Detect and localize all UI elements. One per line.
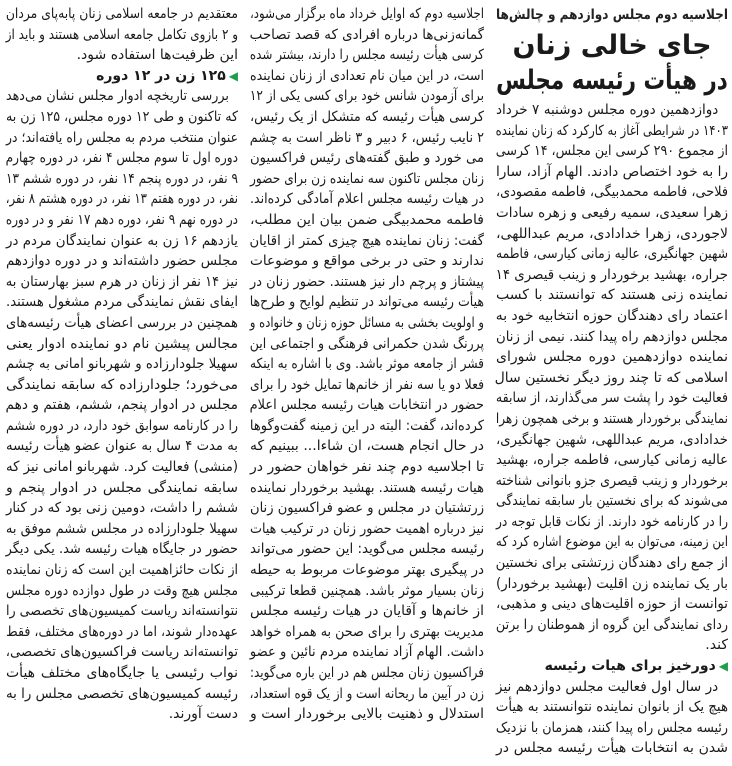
text-line: (منشی) فعالیت کرد. شهربانو امانی نیز که	[6, 459, 238, 476]
text-line: پررنگ شدن حکمرانی فرهنگی و اجتماعی این	[249, 335, 484, 352]
text-line: اجلاسیه دوم که اوایل خرداد ماه برگزار می‌شود،	[250, 6, 484, 22]
text-line: زنان بسیار موثر باشد. همچنین قطعا ترکیبی	[250, 582, 484, 599]
text-line: سهیلا جلودارزاده و شهربانو امانی به چشم	[5, 356, 239, 373]
text-line: کرده‌اند، گفت: البته در این زمینه گفت‌وگوها	[249, 417, 484, 434]
text-line: ۹ نفر، در دوره پنجم ۱۴ نفر، در دوره ششم ۱۳	[6, 170, 238, 187]
text-line: زنان مجلس تاکنون سه نماینده زن برای حضور	[250, 170, 484, 187]
text-line: کرسی هیأت رئیسه که متشکل از یک رئیس،	[250, 108, 484, 125]
text-line: و اولویت بخشی به مسائل حوزه زنان و خانواده و	[249, 314, 484, 331]
text-line: زرتشتیان در مجلس و عضو فراکسیون زنان	[250, 500, 484, 517]
text-line: نفر، در دوره هفتم ۱۳ نفر، در دوره هشتم ۸ نفر،	[5, 191, 238, 208]
green-triangle-arrow-icon: ◀	[228, 68, 238, 83]
text-line: توانست از حوزه اقلیت‌های دینی و مذهبی،	[496, 596, 728, 613]
text-line: به مدت ۴ سال به عنوان عضو هیأت رئیسه	[6, 438, 238, 455]
text-line: می‌شوند که برای نخستین بار سابقه نمایندگی	[496, 493, 728, 510]
article-column-middle	[250, 4, 484, 725]
paragraph	[6, 4, 238, 66]
text-line: همچنین در بررسی اعضای هیأت رئیسه‌های	[6, 314, 238, 331]
text-line: نیز درباره اهمیت حضور زنان در ترکیب هیات	[250, 520, 484, 537]
text-line: داشت. الهام آزاد نماینده مردم نائین و عضو	[249, 644, 484, 661]
text-line: می‌خورد؛ جلودارزاده که سابقه نمایندگی	[6, 376, 238, 393]
text-line: در دوره نهم ۹ نفر، دوره دهم ۱۷ نفر و در دوره	[5, 211, 238, 228]
text-line: را به خود اختصاص دادند. الهام آزاد، سارا	[496, 163, 728, 180]
text-line: رئیسه مجلس راه پیدا کنند، همزمان با نزدیک	[495, 719, 728, 736]
paragraph	[496, 100, 728, 656]
text-line: تا اجلاسیه دوم چند نفر خواهان حضور در	[250, 459, 484, 476]
text-line: گمانه‌زنی‌ها درباره افرادی که قصد تصاحب	[249, 26, 484, 43]
text-line: برخوردار و زینب قیصری جزو بانوانی شناخته	[495, 472, 728, 489]
article-column-right	[496, 2, 728, 759]
text-line: دوره اول تا سوم مجلس ۴ نفر، در دوره چهارم	[5, 150, 238, 167]
text-line: کند.	[705, 637, 728, 654]
text-line: در حال انجام هست، ان شاءا... ببینیم که	[250, 438, 484, 455]
text-line: این زمینه، می‌توان به این موضوع اشاره کرد که	[495, 534, 728, 551]
text-line: هیات رئیسه هستند. بهشید برخوردار نماینده	[250, 479, 484, 496]
text-line: عنوان منتخب مردم به مجلس راه یافته‌اند؛ در	[6, 129, 238, 146]
text-line: سابقه نمایندگی مجلس در ادوار پنجم و	[6, 479, 238, 496]
text-line: اعتماد رای دهندگان حوزه انتخابیه خود به	[495, 307, 728, 324]
text-line: فراکسیون زنان مجلس هم در این باره می‌گوید:	[250, 665, 484, 681]
text-line: قشر از جامعه موثر باشد. وی با اشاره به اینکه	[250, 356, 484, 373]
text-line: معتقدیم در جامعه اسلامی زنان پابه‌پای مردان	[5, 6, 238, 22]
text-line: مجلس در ادوار پنجم، ششم، هفتم و دهم	[5, 397, 239, 414]
text-line: ۱۴۰۳ در شرایطی آغاز به کارکرد که زنان نماینده	[495, 122, 728, 139]
text-line: زن در آیین ما ریحانه است و از یک قوه استعداد،	[249, 685, 484, 702]
text-line: نمایندگی برخوردار هستند و برخی همچون زهرا	[495, 410, 728, 427]
text-line: حضور در انتخابات هیات رئیسه مجلس اعلام	[249, 397, 484, 414]
text-line: گفت: زنان نماینده هیچ چیزی کمتر از اقایان	[249, 232, 484, 249]
text-line: فلاحی، فاطمه محمدبیگی، فاطمه مقصودی،	[496, 184, 728, 201]
text-line: بار یک نماینده زن اقلیت (بهشید برخوردار)	[496, 575, 728, 592]
article-headline-line-1: جای خالی زنان	[512, 30, 712, 61]
text-line: نماینده دوازدهمین دوره مجلس شورای	[496, 349, 728, 366]
article-kicker: اجلاسیه دوم مجلس دوازدهم و چالش‌ها	[496, 7, 728, 23]
text-line: نتوانسته‌اند ریاست کمیسیون‌های تخصصی را	[5, 603, 238, 620]
text-line: در پیگیری بهتر موضوعات مربوط به حیطه	[250, 562, 484, 579]
text-line: شدن به انتخابات هیأت رئیسه مجلس در	[496, 740, 728, 757]
text-line: بررسی تاریخچه ادوار مجلس نشان می‌دهد	[5, 88, 229, 105]
text-line: اسلامی که تا چند روز دیگر نخستین سال	[494, 369, 728, 386]
text-line: از جمع رای دهندگان زرتشتی برای نخستین	[495, 555, 728, 572]
text-line: از نکات حائزاهمیت این است که زنان نماینده	[6, 562, 238, 579]
text-line: در هیات رئیسه مجلس اعلام آمادگی کرده‌اند.	[250, 191, 484, 208]
green-triangle-arrow-icon: ◀	[718, 659, 728, 674]
text-line: فعالیت خود را پشت سر می‌گذارند، از سابقه	[495, 390, 728, 407]
text-line: و ۲ بازوی تکامل جامعه اسلامی هستند و باید از	[5, 26, 238, 43]
text-line: نیز ۱۴ نفر از زنان در هرم سبز بهارستان به	[5, 273, 238, 290]
paragraph	[6, 86, 238, 724]
text-line: هیچ یک از بانوان نماینده نتوانستند به هیأت	[495, 699, 728, 716]
article-header	[496, 2, 728, 98]
text-line: می خورد و طبق گفته‌های رئیس فراکسیون	[250, 150, 484, 167]
text-line: ۲ نایب رئیس، ۶ دبیر و ۳ ناظر است به چشم	[249, 129, 484, 146]
subheading	[6, 66, 238, 87]
text-line: برای آزمودن شانس خود برای کسی یکی از ۱۲	[249, 88, 484, 105]
text-line: مجلس دوازدهم راه پیدا کنند. نیمی از زنان	[496, 328, 728, 345]
text-line: سهیلا جلودارزاده در مجلس ششم موفق به	[5, 520, 239, 537]
text-line: ندارند و حتی در برخی مواقع و موضوعات	[250, 253, 484, 270]
text-line: نواب رئیسی یا جایگاه‌های مختلف هیأت	[6, 665, 238, 681]
text-line: لاجوردی، زهرا خدادادی، مریم عبداللهی،	[496, 225, 728, 242]
article-column-left	[6, 4, 238, 725]
text-line: عالیه زمانی کیارسی، فاطمه جراره، بهشید	[496, 452, 728, 469]
text-line: مجلس حضور داشته‌اند و در دوره دوازدهم	[6, 253, 238, 270]
paragraph	[250, 4, 484, 725]
subheading	[496, 656, 728, 677]
text-line: یازدهم ۱۶ زن به عنوان نمایندگان مردم در	[6, 232, 238, 249]
text-line: فاطمه محمدبیگی ضمن بیان این مطلب،	[250, 211, 484, 228]
text-line: نماینده زنی هستند که توانستند با کسب	[496, 287, 728, 304]
text-line: ایفای نقش نمایندگی مردم مشغول هستند.	[6, 294, 238, 311]
subheading-text: ۱۲۵ زن در ۱۲ دوره	[96, 67, 226, 84]
subheading-text: دورخیز برای هیات رئیسه	[544, 658, 716, 675]
text-line: هیأت رئیسه می‌تواند در تنظیم لوایح و طرح‌ها	[249, 294, 484, 311]
text-line: این ظرفیت‌ها استفاده شود.	[76, 47, 238, 64]
text-line: رئیسه مجلس می‌گوید: این حضور می‌تواند	[250, 541, 484, 558]
text-line: مجلس هیچ وقت در طول دوازده دوره مجلس	[6, 582, 238, 599]
text-line: دوازدهمین دوره مجلس دوشنبه ۷ خرداد	[496, 102, 719, 118]
text-line: زهرا سعیدی، سمیه رفیعی و زهره سادات	[496, 204, 728, 221]
text-line: را در کارنامه خود دارند. از نکات قابل توجه در	[496, 513, 728, 530]
text-line: است، در این میان نام تعدادی از زنان نماینده	[249, 67, 484, 84]
text-line: ششم را داشت، دومین زنی بود که در کنار	[5, 500, 239, 517]
text-line: که تاکنون و طی ۱۲ دوره مجلس، ۱۲۵ زن به	[5, 108, 238, 125]
text-line: استدلال و ذهنیت بالایی برخوردار است و	[250, 706, 484, 723]
text-line: مدیریت بهتری را برای صحن به همراه خواهد	[250, 623, 484, 640]
text-line: را در کارنامه سوابق خود دارد، در دوره ششم	[6, 417, 238, 434]
text-line: از خانم‌ها و آقایان در هیات رئیسه مجلس	[250, 603, 484, 620]
text-line: کرسی هیأت رئیسه مجلس را دارند، بیشتر شده	[249, 47, 484, 64]
paragraph	[496, 677, 728, 759]
text-line: خدادادی، مریم عبداللهی، شهین جهانگیری،	[496, 431, 728, 448]
article-headline-line-2: در هیأت رئیسه مجلس	[496, 65, 728, 96]
text-line: شهین جهانگیری، عالیه زمانی کیارسی، فاطمه	[496, 246, 728, 263]
text-line: جراره، بهشید برخوردار و زینب قیصری ۱۴	[495, 266, 728, 283]
text-line: فعلا دو یا سه نفر از خانم‌ها تمایل خود را برای	[250, 376, 484, 393]
text-line: حضور در جایگاه هیات رئیسه شد. یکی دیگر	[5, 541, 239, 558]
text-line: توانسته‌اند ریاست فراکسیون‌های تخصصی،	[5, 644, 238, 661]
text-line: دست آورند.	[168, 706, 238, 723]
text-line: در سال اول فعالیت مجلس دوازدهم نیز	[495, 678, 719, 695]
text-line: رئیسه کمیسیون‌های تخصصی مجلس را به	[6, 685, 238, 702]
text-line: از مجموع ۲۹۰ کرسی این مجلس، ۱۴ کرسی	[495, 143, 728, 160]
text-line: ردای نمایندگی این گروه از هموطنان را برتن	[495, 616, 728, 633]
text-line: پیشتاز و پرچم دار نیز هستند. حضور زنان در	[250, 273, 484, 290]
text-line: عهده‌دار شوند، اما در دوره‌های مختلف، فقط	[6, 623, 238, 640]
text-line: مجالس پیشین نام دو نماینده ادوار یعنی	[6, 335, 238, 352]
